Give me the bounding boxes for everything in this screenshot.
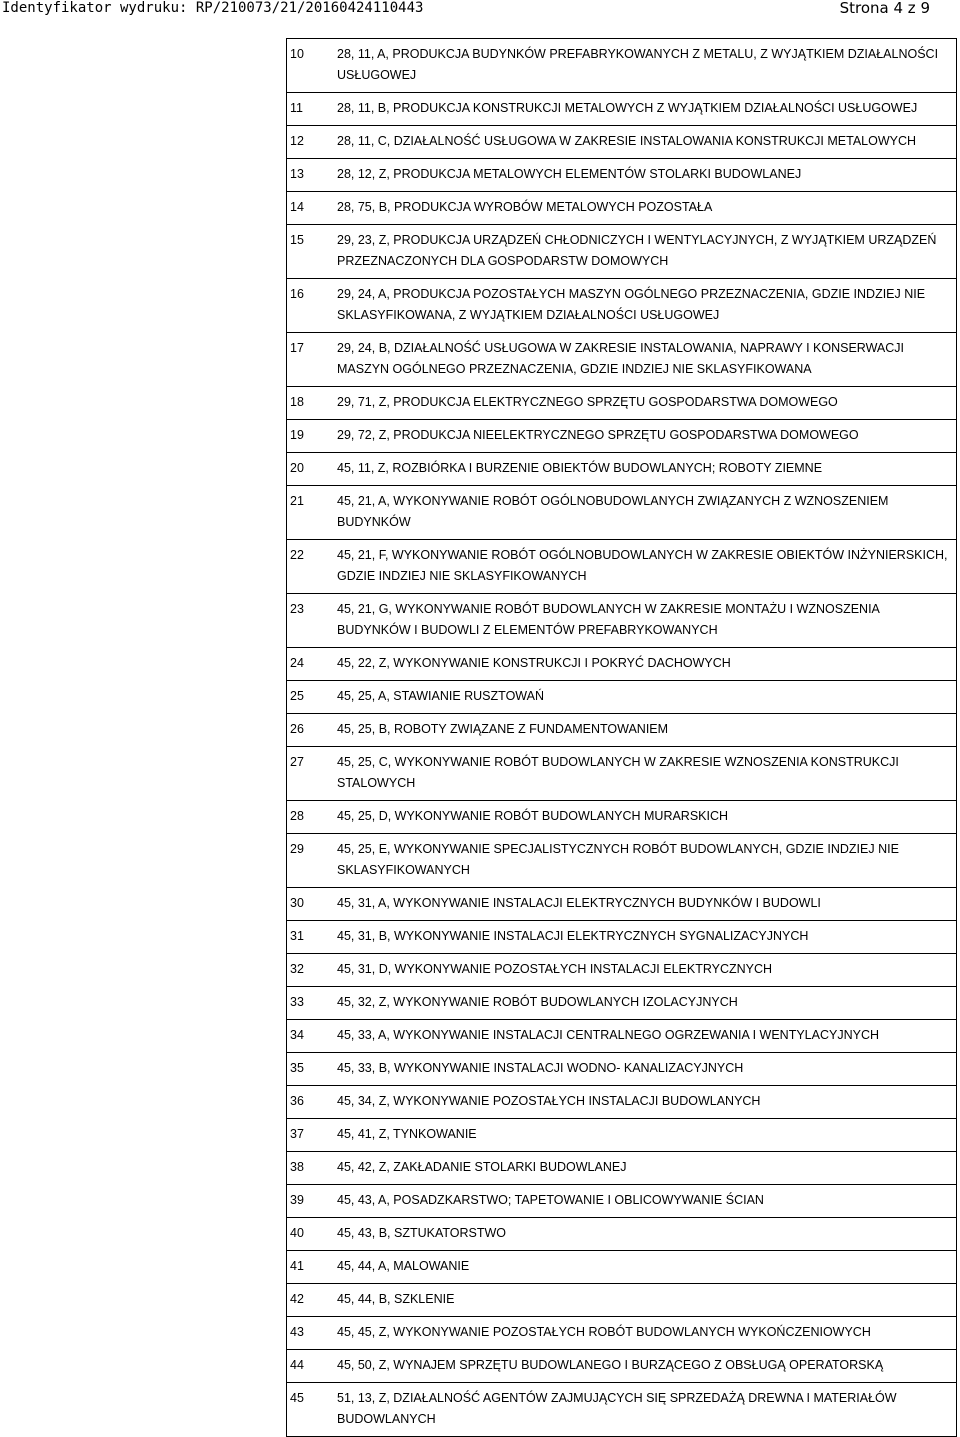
- row-number: 32: [290, 962, 304, 976]
- row-number: 21: [290, 494, 304, 508]
- table-row: [287, 1284, 956, 1317]
- table-row: [287, 681, 956, 714]
- table-row: [287, 921, 956, 954]
- row-number: 26: [290, 722, 304, 736]
- row-number: 19: [290, 428, 304, 442]
- table-row: [287, 225, 956, 279]
- activity-table: [286, 38, 957, 1437]
- table-row: [287, 1152, 956, 1185]
- row-description: 28, 11, A, PRODUKCJA BUDYNKÓW PREFABRYKOWANYCH Z METALU, Z WYJĄTKIEM DZIAŁALNOŚCI USŁUGOWEJ: [337, 47, 939, 82]
- row-description: 45, 21, F, WYKONYWANIE ROBÓT OGÓLNOBUDOWLANYCH W ZAKRESIE OBIEKTÓW INŻYNIERSKICH, GDZIE INDZIEJ NIE SKLASYFIKOWANYCH: [337, 548, 948, 583]
- table-row: [287, 1383, 956, 1436]
- row-description: 45, 22, Z, WYKONYWANIE KONSTRUKCJI I POKRYĆ DACHOWYCH: [337, 656, 731, 670]
- row-description: 45, 33, B, WYKONYWANIE INSTALACJI WODNO- KANALIZACYJNYCH: [337, 1061, 744, 1075]
- table-row: [287, 39, 956, 93]
- table-row: [287, 93, 956, 126]
- row-number: 17: [290, 341, 304, 355]
- row-number: 14: [290, 200, 304, 214]
- row-number: 31: [290, 929, 304, 943]
- row-number: 28: [290, 809, 304, 823]
- row-description: 45, 25, C, WYKONYWANIE ROBÓT BUDOWLANYCH W ZAKRESIE WZNOSZENIA KONSTRUKCJI STALOWYCH: [337, 755, 899, 790]
- table-row: [287, 801, 956, 834]
- row-number: 35: [290, 1061, 304, 1075]
- table-row: [287, 1020, 956, 1053]
- row-number: 20: [290, 461, 304, 475]
- table-row: [287, 420, 956, 453]
- row-description: 45, 50, Z, WYNAJEM SPRZĘTU BUDOWLANEGO I BURZĄCEGO Z OBSŁUGĄ OPERATORSKĄ: [337, 1358, 884, 1372]
- table-row: [287, 747, 956, 801]
- row-number: 27: [290, 755, 304, 769]
- table-row: [287, 387, 956, 420]
- row-description: 45, 25, A, STAWIANIE RUSZTOWAŃ: [337, 689, 544, 703]
- table-row: [287, 594, 956, 648]
- table-row: [287, 486, 956, 540]
- row-description: 28, 12, Z, PRODUKCJA METALOWYCH ELEMENTÓW STOLARKI BUDOWLANEJ: [337, 167, 802, 181]
- row-description: 45, 33, A, WYKONYWANIE INSTALACJI CENTRALNEGO OGRZEWANIA I WENTYLACYJNYCH: [337, 1028, 879, 1042]
- row-description: 45, 44, B, SZKLENIE: [337, 1292, 455, 1306]
- row-description: 29, 72, Z, PRODUKCJA NIEELEKTRYCZNEGO SPRZĘTU GOSPODARSTWA DOMOWEGO: [337, 428, 859, 442]
- print-identifier: Identyfikator wydruku: RP/210073/21/20160424110443: [2, 0, 424, 16]
- page-number: Strona 4 z 9: [839, 0, 930, 17]
- row-description: 29, 24, B, DZIAŁALNOŚĆ USŁUGOWA W ZAKRESIE INSTALOWANIA, NAPRAWY I KONSERWACJI MASZYN OGÓLNEGO PRZEZNACZENIA, GDZIE INDZIEJ NIE SKLASYFIKOWANA: [337, 341, 905, 376]
- row-number: 45: [290, 1391, 304, 1405]
- row-description: 45, 43, B, SZTUKATORSTWO: [337, 1226, 507, 1240]
- row-description: 51, 13, Z, DZIAŁALNOŚĆ AGENTÓW ZAJMUJĄCYCH SIĘ SPRZEDAŻĄ DREWNA I MATERIAŁÓW BUDOWLANYCH: [337, 1391, 897, 1426]
- row-number: 38: [290, 1160, 304, 1174]
- row-description: 45, 45, Z, WYKONYWANIE POZOSTAŁYCH ROBÓT BUDOWLANYCH WYKOŃCZENIOWYCH: [337, 1325, 871, 1339]
- row-description: 29, 24, A, PRODUKCJA POZOSTAŁYCH MASZYN OGÓLNEGO PRZEZNACZENIA, GDZIE INDZIEJ NIE SKLASYFIKOWANA, Z WYJĄTKIEM DZIAŁALNOŚCI USŁUGOWEJ: [337, 287, 926, 322]
- row-description: 45, 31, B, WYKONYWANIE INSTALACJI ELEKTRYCZNYCH SYGNALIZACYJNYCH: [337, 929, 809, 943]
- table-row: [287, 1053, 956, 1086]
- row-number: 40: [290, 1226, 304, 1240]
- row-number: 13: [290, 167, 304, 181]
- row-description: 45, 44, A, MALOWANIE: [337, 1259, 470, 1273]
- table-row: [287, 1119, 956, 1152]
- row-number: 44: [290, 1358, 304, 1372]
- row-description: 28, 11, C, DZIAŁALNOŚĆ USŁUGOWA W ZAKRESIE INSTALOWANIA KONSTRUKCJI METALOWYCH: [337, 134, 917, 148]
- row-number: 39: [290, 1193, 304, 1207]
- table-row: [287, 1086, 956, 1119]
- row-description: 45, 31, D, WYKONYWANIE POZOSTAŁYCH INSTALACJI ELEKTRYCZNYCH: [337, 962, 773, 976]
- table-row: [287, 648, 956, 681]
- row-number: 10: [290, 47, 304, 61]
- table-row: [287, 540, 956, 594]
- row-description: 45, 32, Z, WYKONYWANIE ROBÓT BUDOWLANYCH IZOLACYJNYCH: [337, 995, 738, 1009]
- table-row: [287, 1185, 956, 1218]
- row-description: 45, 21, A, WYKONYWANIE ROBÓT OGÓLNOBUDOWLANYCH ZWIĄZANYCH Z WZNOSZENIEM BUDYNKÓW: [337, 494, 889, 529]
- row-number: 24: [290, 656, 304, 670]
- row-description: 45, 42, Z, ZAKŁADANIE STOLARKI BUDOWLANEJ: [337, 1160, 627, 1174]
- table-row: [287, 1251, 956, 1284]
- row-description: 29, 71, Z, PRODUKCJA ELEKTRYCZNEGO SPRZĘTU GOSPODARSTWA DOMOWEGO: [337, 395, 838, 409]
- row-description: 45, 25, B, ROBOTY ZWIĄZANE Z FUNDAMENTOWANIEM: [337, 722, 669, 736]
- row-number: 22: [290, 548, 304, 562]
- row-description: 45, 41, Z, TYNKOWANIE: [337, 1127, 477, 1141]
- row-number: 11: [290, 101, 303, 115]
- table-row: [287, 333, 956, 387]
- table-row: [287, 1218, 956, 1251]
- row-number: 30: [290, 896, 304, 910]
- row-description: 45, 25, D, WYKONYWANIE ROBÓT BUDOWLANYCH MURARSKICH: [337, 809, 729, 823]
- table-row: [287, 279, 956, 333]
- table-row: [287, 834, 956, 888]
- table-row: [287, 714, 956, 747]
- row-description: 45, 43, A, POSADZKARSTWO; TAPETOWANIE I OBLICOWYWANIE ŚCIAN: [337, 1193, 764, 1207]
- row-number: 23: [290, 602, 304, 616]
- table-row: [287, 453, 956, 486]
- row-description: 45, 25, E, WYKONYWANIE SPECJALISTYCZNYCH ROBÓT BUDOWLANYCH, GDZIE INDZIEJ NIE SKLASYFIKOWANYCH: [337, 842, 899, 877]
- row-number: 15: [290, 233, 304, 247]
- table-row: [287, 954, 956, 987]
- row-number: 36: [290, 1094, 304, 1108]
- table-row: [287, 888, 956, 921]
- table-row: [287, 159, 956, 192]
- row-number: 37: [290, 1127, 304, 1141]
- row-number: 18: [290, 395, 304, 409]
- row-number: 43: [290, 1325, 304, 1339]
- row-description: 45, 21, G, WYKONYWANIE ROBÓT BUDOWLANYCH W ZAKRESIE MONTAŻU I WZNOSZENIA BUDYNKÓW I BUDOWLI Z ELEMENTÓW PREFABRYKOWANYCH: [337, 602, 880, 637]
- row-number: 25: [290, 689, 304, 703]
- table-row: [287, 987, 956, 1020]
- row-number: 33: [290, 995, 304, 1009]
- row-description: 28, 75, B, PRODUKCJA WYROBÓW METALOWYCH POZOSTAŁA: [337, 200, 713, 214]
- row-number: 29: [290, 842, 304, 856]
- table-row: [287, 126, 956, 159]
- row-number: 16: [290, 287, 304, 301]
- table-row: [287, 1350, 956, 1383]
- row-number: 12: [290, 134, 304, 148]
- row-number: 41: [290, 1259, 304, 1273]
- table-row: [287, 1317, 956, 1350]
- row-description: 28, 11, B, PRODUKCJA KONSTRUKCJI METALOWYCH Z WYJĄTKIEM DZIAŁALNOŚCI USŁUGOWEJ: [337, 101, 918, 115]
- row-description: 29, 23, Z, PRODUKCJA URZĄDZEŃ CHŁODNICZYCH I WENTYLACYJNYCH, Z WYJĄTKIEM URZĄDZEŃ PRZEZNACZONYCH DLA GOSPODARSTW DOMOWYCH: [337, 233, 937, 268]
- row-number: 42: [290, 1292, 304, 1306]
- page-header: [0, 0, 960, 20]
- table-row: [287, 192, 956, 225]
- row-description: 45, 11, Z, ROZBIÓRKA I BURZENIE OBIEKTÓW BUDOWLANYCH; ROBOTY ZIEMNE: [337, 461, 823, 475]
- row-description: 45, 34, Z, WYKONYWANIE POZOSTAŁYCH INSTALACJI BUDOWLANYCH: [337, 1094, 761, 1108]
- row-number: 34: [290, 1028, 304, 1042]
- row-description: 45, 31, A, WYKONYWANIE INSTALACJI ELEKTRYCZNYCH BUDYNKÓW I BUDOWLI: [337, 896, 821, 910]
